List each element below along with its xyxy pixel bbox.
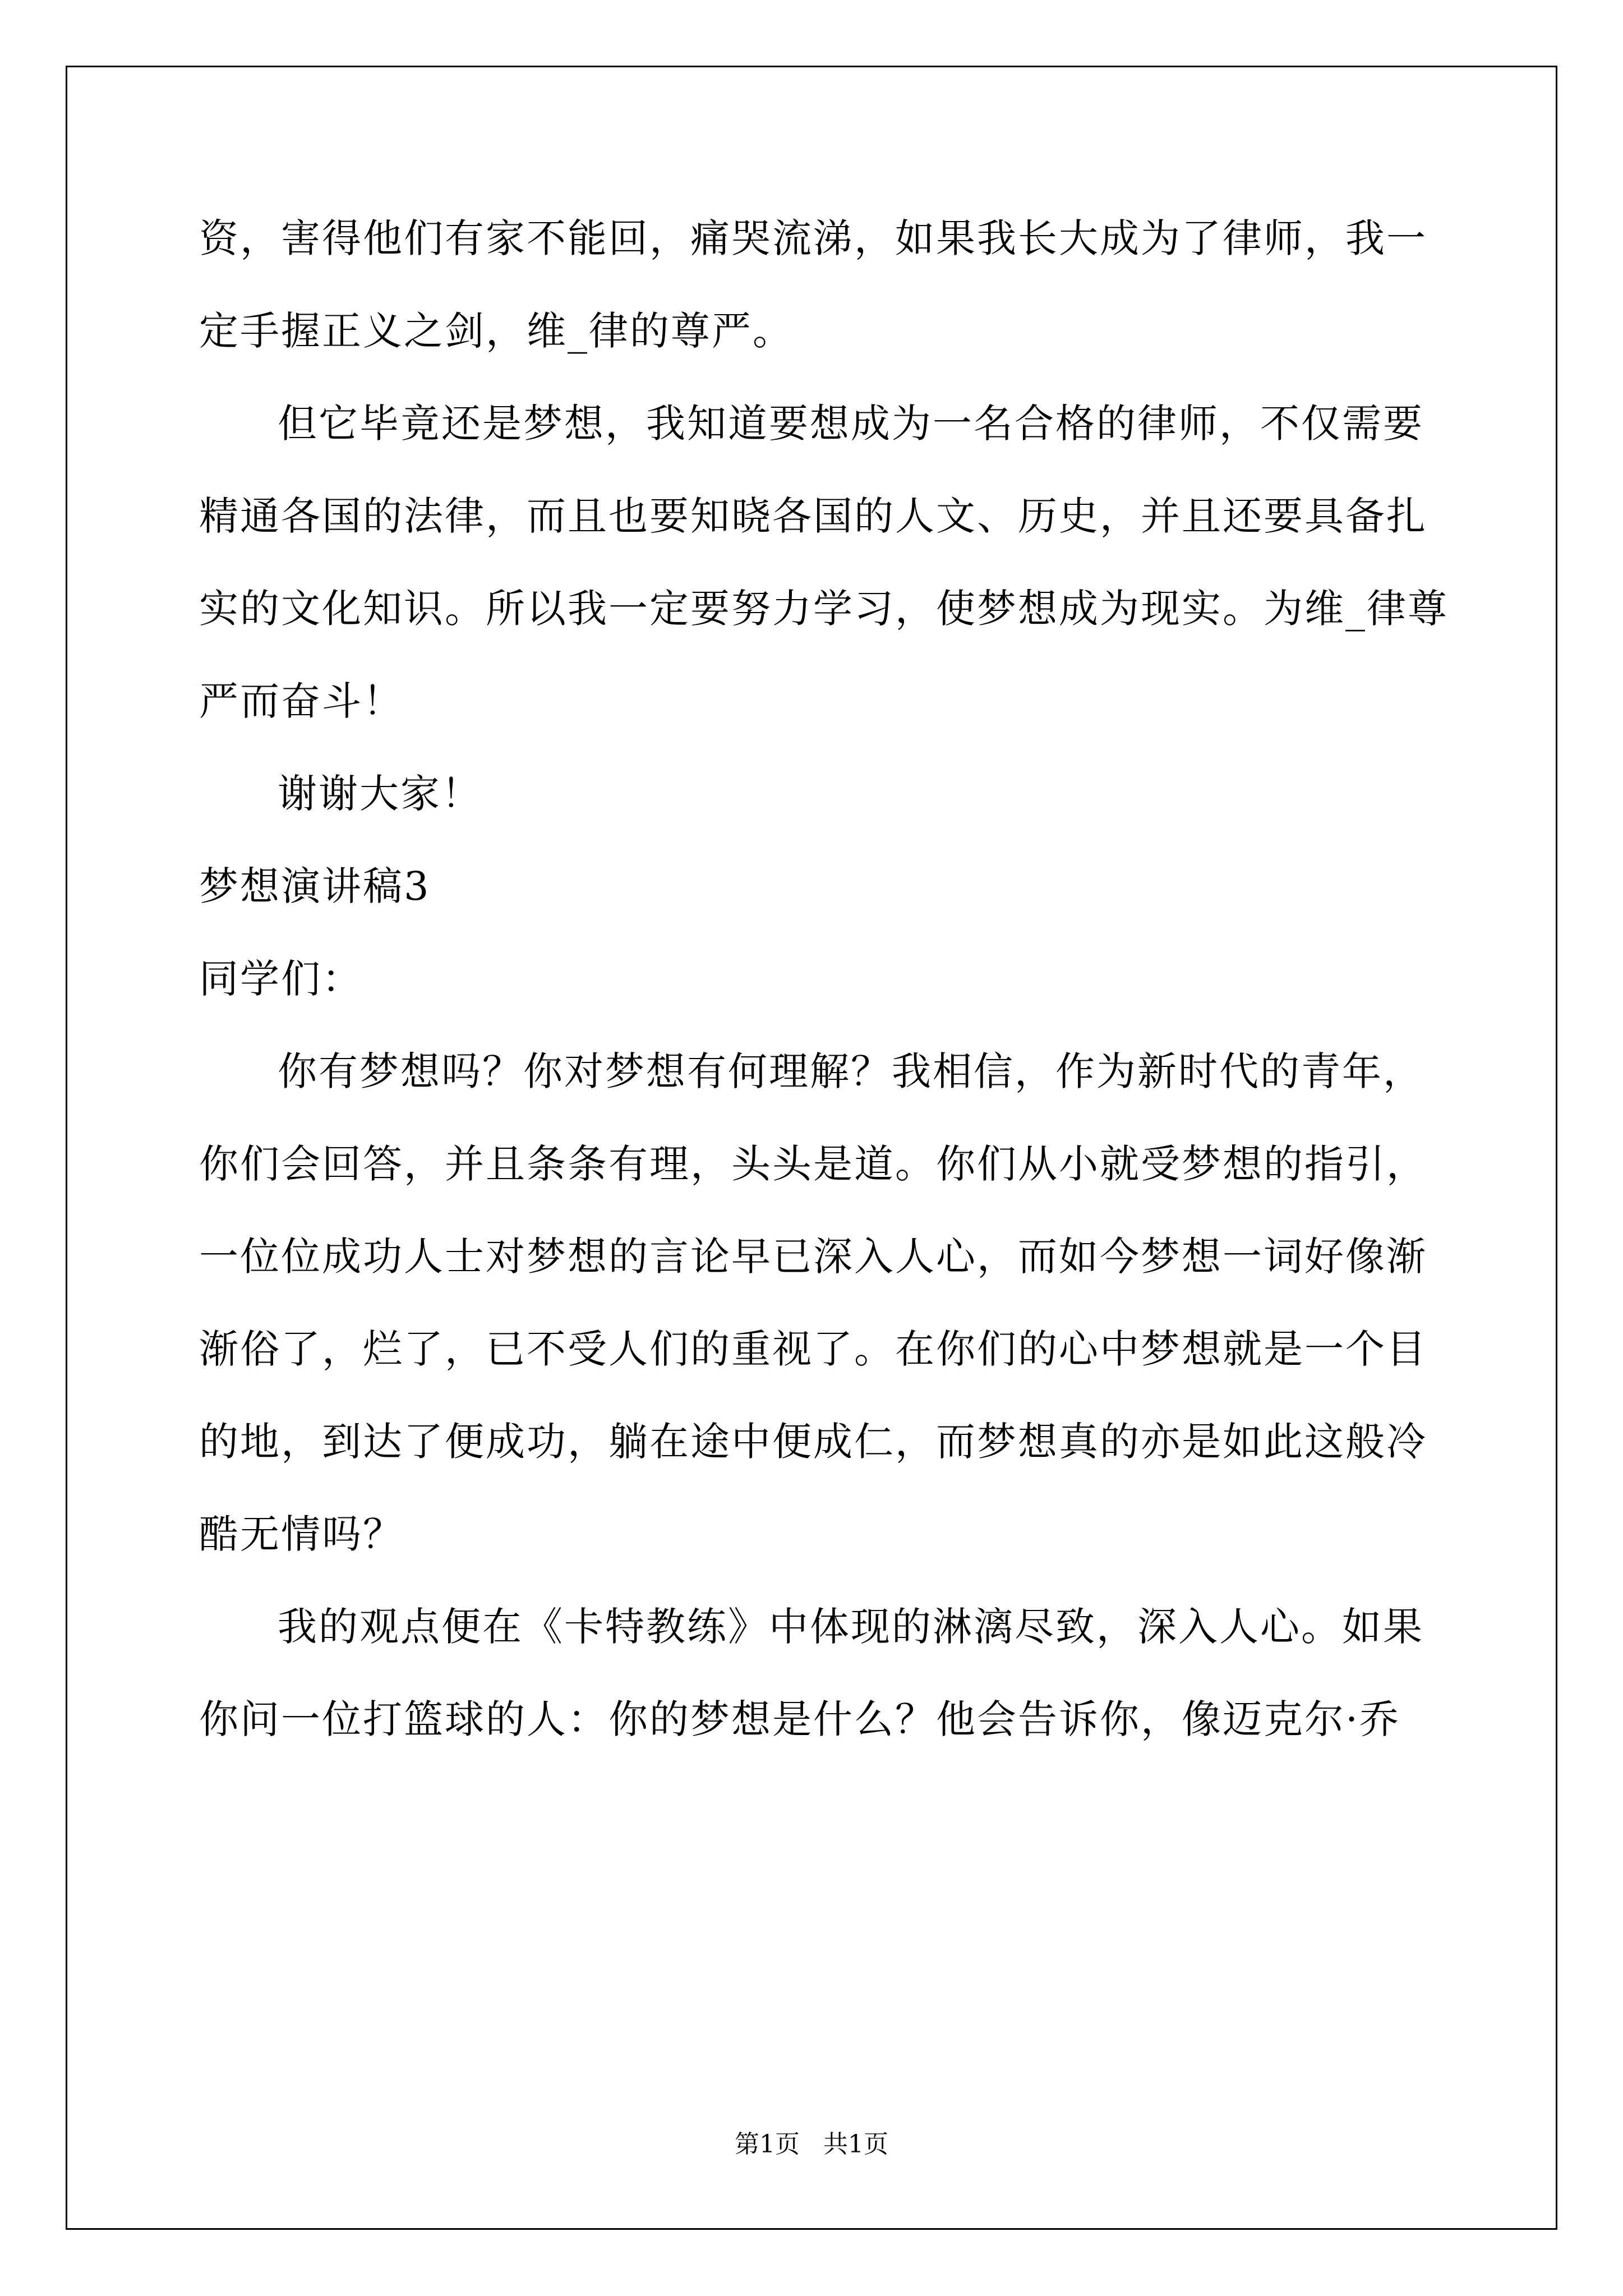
text-line: 的地，到达了便成功，躺在途中便成仁，而梦想真的亦是如此这般冷 xyxy=(199,1419,1427,1465)
text-line: 实的文化知识。所以我一定要努力学习，使梦想成为现实。为维_律尊 xyxy=(199,586,1449,632)
salutation: 同学们： xyxy=(199,956,363,1002)
paragraph-start: 谢谢大家！ xyxy=(278,771,482,817)
text-line: 一位位成功人士对梦想的言论早已深入人心，而如今梦想一词好像渐 xyxy=(199,1234,1427,1280)
page-footer: 第1页 共1页 xyxy=(735,2130,888,2159)
text-line: 定手握正义之剑，维_律的尊严。 xyxy=(199,308,794,354)
paragraph-start: 你有梦想吗？你对梦想有何理解？我相信，作为新时代的青年， xyxy=(278,1048,1424,1094)
text-line: 资，害得他们有家不能回，痛哭流涕，如果我长大成为了律师，我一 xyxy=(199,215,1427,261)
text-line: 酷无情吗？ xyxy=(199,1511,404,1557)
text-line: 严而奋斗！ xyxy=(199,678,404,724)
text-line: 你们会回答，并且条条有理，头头是道。你们从小就受梦想的指引， xyxy=(199,1141,1427,1187)
section-heading: 梦想演讲稿3 xyxy=(199,863,431,909)
paragraph-start: 我的观点便在《卡特教练》中体现的淋漓尽致，深入人心。如果 xyxy=(278,1604,1424,1650)
text-line: 渐俗了，烂了，已不受人们的重视了。在你们的心中梦想就是一个目 xyxy=(199,1326,1427,1372)
text-line: 精通各国的法律，而且也要知晓各国的人文、历史，并且还要具备扎 xyxy=(199,493,1427,539)
text-line: 你问一位打篮球的人：你的梦想是什么？他会告诉你，像迈克尔·乔 xyxy=(199,1696,1401,1742)
paragraph-start: 但它毕竟还是梦想，我知道要想成为一名合格的律师，不仅需要 xyxy=(278,401,1424,447)
